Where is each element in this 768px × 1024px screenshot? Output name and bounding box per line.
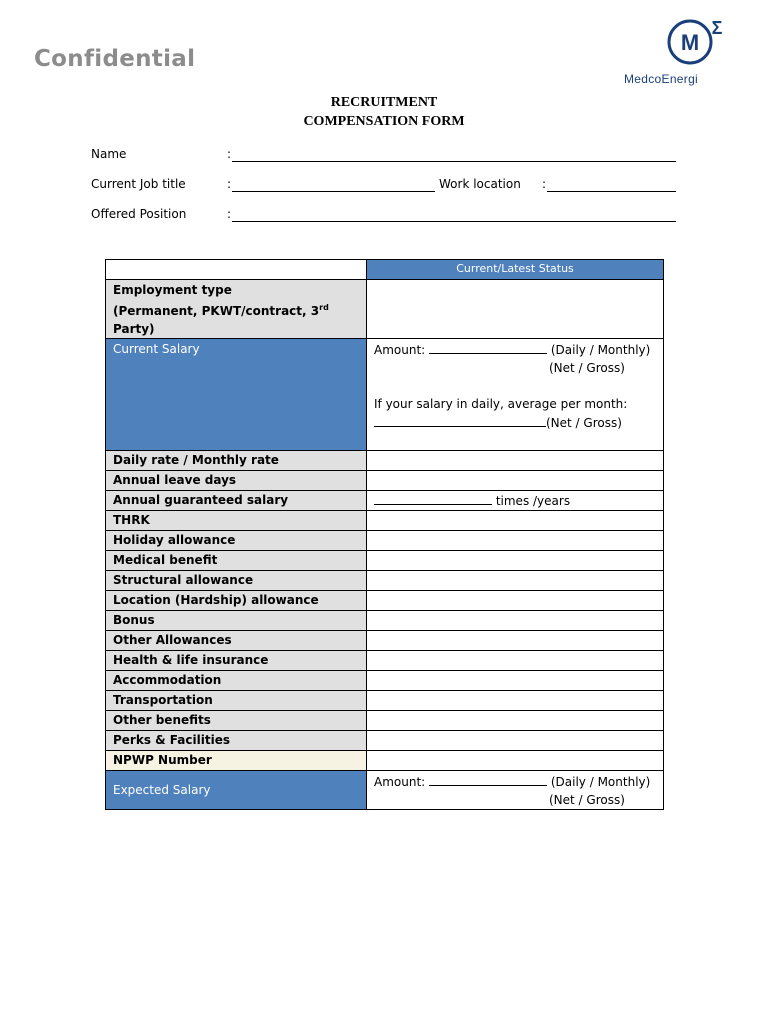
job-title-colon: :: [227, 177, 232, 191]
row-value[interactable]: [367, 551, 664, 571]
current-salary-value: [367, 339, 664, 451]
current-salary-row: [106, 339, 664, 451]
daily-monthly-text: (Daily / Monthly): [550, 343, 651, 357]
row-value[interactable]: [367, 591, 664, 611]
amount-label: Amount:: [374, 775, 426, 789]
table-header-blank: [106, 260, 367, 280]
offered-position-label: Offered Position: [91, 207, 187, 221]
row-label: Daily rate / Monthly rate: [106, 451, 367, 471]
row-label: Health & life insurance: [106, 651, 367, 671]
table-row: [106, 711, 664, 731]
daily-average-line: (Net / Gross): [374, 413, 656, 432]
expected-salary-row: [106, 771, 664, 810]
name-colon: :: [227, 147, 232, 161]
table-row: [106, 280, 664, 339]
table-row: [106, 691, 664, 711]
daily-average-text: If your salary in daily, average per month:: [374, 397, 628, 411]
row-label: Bonus: [106, 611, 367, 631]
confidential-label: Confidential: [34, 46, 196, 72]
work-location-label: Work location: [439, 177, 521, 191]
table-row: [106, 751, 664, 771]
work-location-input-line[interactable]: [547, 177, 676, 192]
medco-logo-icon: [666, 14, 732, 70]
row-value[interactable]: [367, 571, 664, 591]
row-value[interactable]: [367, 471, 664, 491]
row-label: Annual guaranteed salary: [106, 491, 367, 511]
employment-type-label: [106, 280, 367, 339]
table-row: [106, 451, 664, 471]
table-row: [106, 551, 664, 571]
table-row: [106, 611, 664, 631]
table-row: [106, 651, 664, 671]
medcoenergi-logo: [620, 10, 740, 90]
logo-name: MedcoEnergi: [624, 72, 699, 86]
row-value[interactable]: [367, 531, 664, 551]
table-row: [106, 631, 664, 651]
row-value[interactable]: [367, 631, 664, 651]
job-title-input-line[interactable]: [232, 177, 435, 192]
current-amount-input[interactable]: [429, 340, 547, 354]
row-label: Accommodation: [106, 671, 367, 691]
current-amount-line: [374, 340, 656, 359]
table-row: [106, 591, 664, 611]
table-row: [106, 671, 664, 691]
compensation-table: [105, 259, 664, 810]
current-salary-label: Current Salary: [106, 339, 367, 451]
table-row: [106, 571, 664, 591]
row-label: Medical benefit: [106, 551, 367, 571]
table-row: [106, 511, 664, 531]
logo-letter: M: [680, 30, 700, 55]
logo-sigma: Σ: [711, 18, 723, 38]
table-header-row: [106, 260, 664, 280]
name-input-line[interactable]: [232, 147, 676, 162]
row-label: Holiday allowance: [106, 531, 367, 551]
employment-type-line-2: (Permanent, PKWT/contract, 3rd Party): [113, 303, 329, 336]
expected-salary-label: Expected Salary: [106, 771, 367, 810]
row-label: Structural allowance: [106, 571, 367, 591]
table-header-status: Current/Latest Status: [367, 260, 664, 280]
row-label: Other Allowances: [106, 631, 367, 651]
offered-position-colon: :: [227, 207, 232, 221]
table-row: [106, 471, 664, 491]
title-line-2: COMPENSATION FORM: [303, 114, 465, 129]
table-row: [106, 491, 664, 511]
row-label: Transportation: [106, 691, 367, 711]
job-title-label: Current Job title: [91, 177, 186, 191]
row-value[interactable]: [367, 511, 664, 531]
row-value[interactable]: [367, 611, 664, 631]
row-label: THRK: [106, 511, 367, 531]
npwp-value[interactable]: [367, 751, 664, 771]
times-years-text: times /years: [495, 494, 571, 508]
expected-salary-value: [367, 771, 664, 810]
daily-average-input[interactable]: [374, 413, 546, 427]
title-line-1: RECRUITMENT: [330, 95, 438, 110]
form-title: [0, 93, 768, 131]
row-value[interactable]: [367, 731, 664, 751]
row-value[interactable]: [367, 451, 664, 471]
annual-salary-input[interactable]: [374, 491, 492, 505]
row-label: Other benefits: [106, 711, 367, 731]
table-row: [106, 731, 664, 751]
row-label: Location (Hardship) allowance: [106, 591, 367, 611]
row-value[interactable]: [367, 671, 664, 691]
amount-label: Amount:: [374, 343, 426, 357]
row-value[interactable]: [367, 691, 664, 711]
npwp-label: NPWP Number: [106, 751, 367, 771]
row-label: Annual leave days: [106, 471, 367, 491]
row-value[interactable]: [367, 711, 664, 731]
work-location-colon: :: [542, 177, 547, 191]
row-value: [367, 491, 664, 511]
employment-type-line-1: Employment type: [113, 283, 232, 297]
expected-amount-input[interactable]: [429, 772, 547, 786]
net-gross-text: (Net / Gross): [549, 793, 625, 807]
net-gross-text: (Net / Gross): [549, 361, 625, 375]
daily-monthly-text: (Daily / Monthly): [550, 775, 651, 789]
name-label: Name: [91, 147, 127, 161]
expected-amount-line: [374, 772, 656, 791]
table-row: [106, 531, 664, 551]
offered-position-input-line[interactable]: [232, 207, 676, 222]
row-label: Perks & Facilities: [106, 731, 367, 751]
row-value[interactable]: [367, 651, 664, 671]
employment-type-value[interactable]: [367, 280, 664, 339]
